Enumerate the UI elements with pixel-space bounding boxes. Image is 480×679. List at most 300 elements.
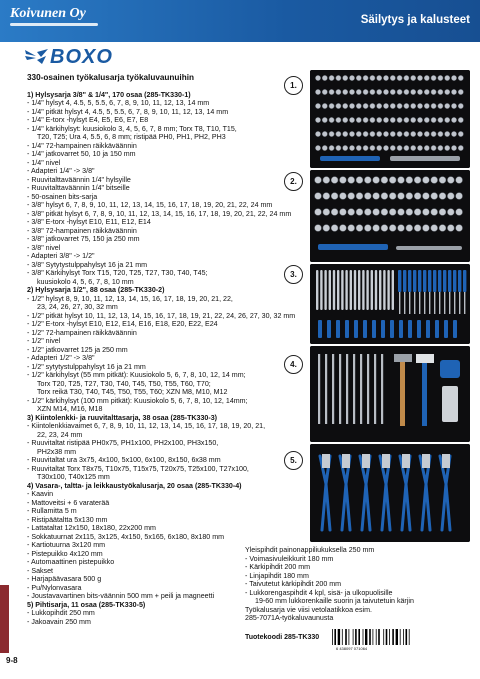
socket-icon <box>340 177 347 184</box>
spec-line: - Lukkorengaspihdit 4 kpl, sisä- ja ulkopuolisille <box>245 588 393 597</box>
wrench-icon <box>329 270 331 310</box>
socket-icon <box>406 177 413 184</box>
side-tab <box>0 585 9 653</box>
socket-icon <box>404 131 409 136</box>
spec-line: - Sakset <box>27 566 54 575</box>
socket-icon <box>315 89 320 94</box>
socket-icon <box>397 145 402 150</box>
socket-icon <box>381 225 388 232</box>
socket-icon <box>373 193 380 200</box>
section-title: Säilytys ja kalusteet <box>360 14 470 26</box>
spec-line: - 1/4" nivel <box>27 158 61 167</box>
socket-icon <box>363 103 368 108</box>
screwdriver-shaft-icon <box>419 292 420 314</box>
socket-icon <box>438 89 443 94</box>
socket-icon <box>363 75 368 80</box>
socket-icon <box>329 75 334 80</box>
spec-line: - Adapteri 3/8" -> 1/2" <box>27 252 95 260</box>
barcode-bar <box>396 629 398 645</box>
barcode-bar <box>373 629 374 645</box>
spec-line: 19-60 mm lukkorenkaille suorin ja taivutetuin kärjin <box>255 597 414 605</box>
socket-icon <box>336 145 341 150</box>
pliers-jaw-icon <box>442 454 450 468</box>
spec-line: - Kärkipihdit 200 mm <box>245 563 311 571</box>
spec-line: - 50-osainen bits-sarja <box>27 192 98 201</box>
spec-line: - Kiintolenkkiavaimet 6, 7, 8, 9, 10, 11, 12, 13, 14, 15, 16, 17, 18, 19, 20, 21, <box>27 422 266 430</box>
spec-list-continued <box>245 546 414 623</box>
barcode-bar <box>369 629 371 645</box>
socket-icon <box>364 193 371 200</box>
wrench-icon <box>333 270 335 310</box>
screwdriver-handle-icon <box>458 270 461 292</box>
socket-icon <box>322 145 327 150</box>
spec-line: Torx T20, T25, T27, T30, T40, T45, T50, T55, T60, T70; <box>37 379 211 388</box>
socket-icon <box>356 209 363 216</box>
spec-line: - 1/2" jatkovarret 125 ja 250 mm <box>27 345 128 354</box>
socket-icon <box>377 145 382 150</box>
socket-icon <box>398 177 405 184</box>
socket-icon <box>398 209 405 216</box>
spec-line: - 1/4" kärkihylsyt: kuusiokolo 3, 4, 5, 6, 7, 8 mm; Torx T8, T10, T15, <box>27 124 237 133</box>
socket-icon <box>456 209 463 216</box>
socket-icon <box>349 145 354 150</box>
screwdriver-shaft-icon <box>404 292 405 314</box>
socket-icon <box>356 177 363 184</box>
socket-icon <box>331 177 338 184</box>
barcode-number: 6 438097 071064 <box>336 646 368 651</box>
screwdriver-shaft-icon <box>439 292 440 314</box>
socket-icon <box>323 225 330 232</box>
spec-line: Työkalusarja vie viisi vetolaatikkoa esim. <box>245 605 372 614</box>
socket-icon <box>397 131 402 136</box>
socket-icon <box>431 145 436 150</box>
socket-icon <box>406 225 413 232</box>
chisel-icon <box>353 354 355 424</box>
screwdriver-handle-icon <box>418 270 421 292</box>
socket-icon <box>411 131 416 136</box>
screwdriver-shaft-icon <box>424 292 425 314</box>
spec-line: - Joustavavartinen bits-väännin 500 mm + peili ja magneetti <box>27 592 215 600</box>
spec-line: - Ruuvitaltat ristipää PH0x75, PH1x100, PH2x100, PH3x150, <box>27 439 219 447</box>
socket-icon <box>451 103 456 108</box>
socket-icon <box>383 75 388 80</box>
socket-icon <box>363 131 368 136</box>
brand-swoosh <box>10 23 98 26</box>
socket-icon <box>381 177 388 184</box>
barcode-bar <box>358 629 360 645</box>
socket-icon <box>389 209 396 216</box>
wrench-icon <box>316 270 318 310</box>
socket-icon <box>377 131 382 136</box>
socket-icon <box>356 117 361 122</box>
wrench-icon <box>371 270 373 310</box>
socket-icon <box>340 209 347 216</box>
socket-icon <box>439 177 446 184</box>
screwdriver-handle-icon <box>408 320 412 338</box>
barcode-bar <box>349 629 350 645</box>
photo-tray-5 <box>310 444 470 542</box>
socket-icon <box>315 103 320 108</box>
socket-icon <box>390 145 395 150</box>
socket-icon <box>451 117 456 122</box>
chisel-icon <box>374 354 376 424</box>
photo-label-2: 2. <box>284 172 303 191</box>
socket-icon <box>370 145 375 150</box>
spec-line: - Adapteri 1/4" -> 3/8" <box>27 167 95 175</box>
socket-icon <box>370 131 375 136</box>
photo-tray-2 <box>310 170 470 262</box>
socket-icon <box>348 177 355 184</box>
barcode-bar <box>353 629 354 645</box>
brand-logo <box>10 6 98 26</box>
spec-line: - Ruuvitalttaväännin 1/4" hylsyille <box>27 175 131 184</box>
socket-icon <box>315 177 322 184</box>
socket-icon <box>438 131 443 136</box>
barcode-bar <box>342 629 343 645</box>
socket-icon <box>343 103 348 108</box>
socket-icon <box>411 145 416 150</box>
socket-icon <box>445 75 450 80</box>
socket-icon <box>456 225 463 232</box>
spec-line: - Taivutetut kärkipihdit 200 mm <box>245 580 342 588</box>
socket-icon <box>390 103 395 108</box>
socket-icon <box>315 117 320 122</box>
screwdriver-handle-icon <box>423 270 426 292</box>
socket-icon <box>315 75 320 80</box>
socket-icon <box>445 89 450 94</box>
wrench-icon <box>345 270 347 310</box>
chisel-icon <box>367 354 369 424</box>
page-number: 9-8 <box>6 656 18 665</box>
photo-label-1: 1. <box>284 76 303 95</box>
barcode-bar <box>345 629 347 645</box>
socket-icon <box>431 103 436 108</box>
socket-icon <box>329 103 334 108</box>
socket-icon <box>377 75 382 80</box>
socket-icon <box>398 225 405 232</box>
header-bar <box>0 0 480 42</box>
socket-icon <box>438 145 443 150</box>
chisel-icon <box>332 354 334 424</box>
socket-icon <box>340 225 347 232</box>
spec-line: - 1/4" E-torx -hylsyt E4, E5, E6, E7, E8 <box>27 116 149 124</box>
spec-line: - 3/8" Kärkihylsyt Torx T15, T20, T25, T27, T30, T40, T45; <box>27 269 208 277</box>
screwdriver-handle-icon <box>336 320 340 338</box>
socket-icon <box>439 209 446 216</box>
socket-icon <box>451 89 456 94</box>
socket-icon <box>397 75 402 80</box>
spec-line: - Voimasivuleikkurit 180 mm <box>245 554 334 563</box>
socket-icon <box>329 89 334 94</box>
socket-icon <box>322 131 327 136</box>
socket-icon <box>363 145 368 150</box>
socket-icon <box>356 193 363 200</box>
wrench-icon <box>362 270 364 310</box>
screwdriver-handle-icon <box>408 270 411 292</box>
spec-line: T20, T25; Ura 4, 5.5, 6, 8 mm; ristipää PH0, PH1, PH2, PH3 <box>37 133 226 141</box>
socket-icon <box>414 193 421 200</box>
spec-line: - Ruuvitaltat Torx T8x75, T10x75, T15x75, T20x75, T25x100, T27x100, <box>27 464 249 473</box>
socket-icon <box>438 75 443 80</box>
spec-line: - 3/8" E-torx -hylsyt E10, E11, E12, E14 <box>27 218 151 226</box>
extension-bar-icon <box>396 246 462 250</box>
socket-icon <box>445 103 450 108</box>
photo-tray-3 <box>310 264 470 344</box>
barcode-bar <box>406 629 408 645</box>
socket-icon <box>336 89 341 94</box>
spec-line: - 3/8" 72-hampainen räikkäväännin <box>27 226 137 235</box>
socket-icon <box>383 89 388 94</box>
barcode <box>330 629 425 647</box>
socket-icon <box>423 193 430 200</box>
socket-icon <box>381 193 388 200</box>
screwdriver-shaft-icon <box>459 292 460 314</box>
spec-line: - Pistepuikko 4x120 mm <box>27 549 103 558</box>
product-description <box>27 74 327 626</box>
screwdriver-handle-icon <box>398 270 401 292</box>
socket-icon <box>356 89 361 94</box>
barcode-bar <box>355 629 357 645</box>
spec-line: - 1/2" pitkät hylsyt 10, 11, 12, 13, 14, 15, 16, 17, 18, 19, 21, 22, 24, 26, 27, 30, 32 mm <box>27 311 296 320</box>
barcode-bar <box>403 629 404 645</box>
socket-icon <box>406 193 413 200</box>
screwdriver-handle-icon <box>448 270 451 292</box>
spec-line: - 3/8" jatkovarret 75, 150 ja 250 mm <box>27 235 140 243</box>
section-heading: 1) Hylsysarja 3/8" & 1/4", 170 osaa (285-TK330-1) <box>27 90 191 99</box>
pliers-jaw-icon <box>382 454 390 468</box>
screwdriver-handle-icon <box>381 320 385 338</box>
socket-icon <box>417 75 422 80</box>
socket-icon <box>397 89 402 94</box>
socket-icon <box>424 89 429 94</box>
socket-icon <box>424 131 429 136</box>
screwdriver-handle-icon <box>438 270 441 292</box>
socket-icon <box>411 117 416 122</box>
spec-line: - Kartiotuurna 3x120 mm <box>27 541 106 549</box>
barcode-bar <box>378 629 380 645</box>
socket-icon <box>329 131 334 136</box>
spec-line: - 1/2" kärkihylsyt (100 mm pitkät): Kuusiokolo 5, 6, 7, 8, 10, 12, 14mm; <box>27 396 248 405</box>
socket-icon <box>315 193 322 200</box>
socket-icon <box>364 225 371 232</box>
socket-icon <box>343 89 348 94</box>
section-heading: 5) Pihtisarja, 11 osaa (285-TK330-5) <box>27 600 146 609</box>
screwdriver-handle-icon <box>435 320 439 338</box>
socket-icon <box>447 225 454 232</box>
socket-icon <box>390 75 395 80</box>
screwdriver-shaft-icon <box>464 292 465 314</box>
product-code: Tuotekoodi 285-TK330 <box>245 634 320 641</box>
mallet-head-icon <box>416 354 434 363</box>
mallet-handle-icon <box>422 356 427 426</box>
socket-icon <box>438 117 443 122</box>
socket-icon <box>458 103 463 108</box>
spec-line: - 3/8" pitkät hylsyt 6, 7, 8, 9, 10, 11, 12, 13, 14, 15, 16, 17, 18, 19, 20, 21, 22, 24 mm <box>27 209 292 218</box>
socket-icon <box>383 145 388 150</box>
socket-icon <box>315 145 320 150</box>
socket-icon <box>315 225 322 232</box>
socket-icon <box>349 117 354 122</box>
wrench-icon <box>320 270 322 310</box>
socket-icon <box>424 103 429 108</box>
socket-icon <box>356 225 363 232</box>
photo-label-3: 3. <box>284 265 303 284</box>
barcode-bar <box>386 629 388 645</box>
screwdriver-handle-icon <box>399 320 403 338</box>
socket-icon <box>439 225 446 232</box>
wrench-icon <box>366 270 368 310</box>
barcode-bar <box>392 629 394 645</box>
socket-icon <box>445 131 450 136</box>
spec-line: - 1/4" hylsyt 4, 4.5, 5, 5.5, 6, 7, 8, 9, 10, 11, 12, 13, 14 mm <box>27 99 210 107</box>
socket-icon <box>398 193 405 200</box>
spec-line: - Jakoavain 250 mm <box>27 617 91 626</box>
spec-line: - 3/8" Sytytystulppahylsyt 16 ja 21 mm <box>27 260 148 269</box>
spec-line: - Rullamitta 5 m <box>27 507 77 515</box>
socket-icon <box>322 103 327 108</box>
spec-line: - 1/2" nivel <box>27 337 61 345</box>
spec-line: - 1/2" sytytystulppahylsyt 16 ja 21 mm <box>27 362 146 371</box>
socket-icon <box>348 209 355 216</box>
wrench-icon <box>375 270 377 310</box>
screwdriver-handle-icon <box>453 320 457 338</box>
barcode-bar <box>409 629 410 645</box>
socket-icon <box>370 89 375 94</box>
socket-icon <box>458 145 463 150</box>
screwdriver-shaft-icon <box>429 292 430 314</box>
socket-icon <box>424 117 429 122</box>
socket-icon <box>370 75 375 80</box>
socket-icon <box>397 117 402 122</box>
socket-icon <box>363 89 368 94</box>
socket-icon <box>315 131 320 136</box>
socket-icon <box>431 193 438 200</box>
socket-icon <box>331 209 338 216</box>
screwdriver-handle-icon <box>318 320 322 338</box>
screwdriver-handle-icon <box>345 320 349 338</box>
socket-icon <box>458 89 463 94</box>
screwdriver-handle-icon <box>354 320 358 338</box>
spec-line: - 1/2" 72-hampainen räikkäväännin <box>27 328 137 337</box>
socket-icon <box>356 103 361 108</box>
photo-tray-4 <box>310 346 470 442</box>
wrench-icon <box>383 270 385 310</box>
socket-icon <box>417 117 422 122</box>
screwdriver-handle-icon <box>372 320 376 338</box>
socket-icon <box>323 209 330 216</box>
pliers-jaw-icon <box>402 454 410 468</box>
socket-icon <box>377 117 382 122</box>
socket-icon <box>411 103 416 108</box>
chisel-icon <box>381 354 383 424</box>
socket-icon <box>349 131 354 136</box>
socket-icon <box>424 145 429 150</box>
ratchet-icon <box>320 156 380 161</box>
socket-icon <box>404 145 409 150</box>
socket-icon <box>343 117 348 122</box>
barcode-bar <box>363 629 364 645</box>
spec-line: 23, 24, 26, 27, 30, 32 mm <box>37 303 118 311</box>
socket-icon <box>377 103 382 108</box>
socket-icon <box>364 177 371 184</box>
socket-icon <box>349 103 354 108</box>
barcode-bar <box>332 629 333 645</box>
screwdriver-shaft-icon <box>414 292 415 314</box>
socket-icon <box>431 209 438 216</box>
socket-icon <box>439 193 446 200</box>
screwdriver-shaft-icon <box>444 292 445 314</box>
socket-icon <box>397 103 402 108</box>
spec-line: - 1/4" pitkät hylsyt 4, 4.5, 5, 5.5, 6, 7, 8, 9, 10, 11, 12, 13, 14 mm <box>27 107 229 116</box>
socket-icon <box>340 193 347 200</box>
socket-icon <box>331 225 338 232</box>
socket-icon <box>323 193 330 200</box>
socket-icon <box>424 75 429 80</box>
photo-label-4: 4. <box>284 355 303 374</box>
socket-icon <box>404 117 409 122</box>
section-heading: 4) Vasara-, taltta- ja leikkaustyökalusarja, 20 osaa (285-TK330-4) <box>27 481 242 490</box>
socket-icon <box>423 177 430 184</box>
wrench-icon <box>392 270 394 310</box>
socket-icon <box>404 103 409 108</box>
barcode-bar <box>338 629 340 645</box>
socket-icon <box>445 117 450 122</box>
socket-icon <box>431 131 436 136</box>
socket-icon <box>373 225 380 232</box>
socket-icon <box>451 75 456 80</box>
barcode-bar <box>334 629 336 645</box>
spec-line: - Ristipäätaltta 5x130 mm <box>27 515 108 524</box>
screwdriver-handle-icon <box>363 320 367 338</box>
socket-icon <box>390 89 395 94</box>
socket-icon <box>370 117 375 122</box>
chisel-icon <box>318 354 320 424</box>
wrench-icon <box>341 270 343 310</box>
spec-line: Torx reikä T30, T40, T45, T50, T55, T60; XZN M8, M10, M12 <box>37 388 228 396</box>
socket-icon <box>315 209 322 216</box>
pliers-jaw-icon <box>342 454 350 468</box>
screwdriver-handle-icon <box>443 270 446 292</box>
socket-icon <box>323 177 330 184</box>
socket-icon <box>377 89 382 94</box>
pliers-jaw-icon <box>322 454 330 468</box>
socket-icon <box>417 89 422 94</box>
barcode-bar <box>383 629 384 645</box>
socket-icon <box>349 89 354 94</box>
pliers-jaw-icon <box>362 454 370 468</box>
socket-icon <box>336 103 341 108</box>
socket-icon <box>390 131 395 136</box>
socket-icon <box>343 131 348 136</box>
spec-line: - Pu/Nylonvasara <box>27 583 82 592</box>
chisel-icon <box>325 354 327 424</box>
spec-line: - Sokkatuurnat 2x115, 3x125, 4x150, 5x165, 6x180, 8x180 mm <box>27 532 225 541</box>
socket-icon <box>447 177 454 184</box>
socket-icon <box>456 177 463 184</box>
spec-line: - Linjapihdit 180 mm <box>245 571 309 580</box>
screwdriver-shaft-icon <box>434 292 435 314</box>
spec-line: PH2x38 mm <box>37 447 77 456</box>
spec-line: 285-7071A-työkaluvaunusta <box>245 614 334 622</box>
spec-line: - 3/8" nivel <box>27 243 61 252</box>
spec-line: - Ruuvitaltat ura 3x75, 4x100, 5x100, 6x100, 8x150, 6x38 mm <box>27 456 221 464</box>
wrench-icon <box>358 270 360 310</box>
socket-icon <box>364 209 371 216</box>
chisel-icon <box>360 354 362 424</box>
socket-icon <box>356 145 361 150</box>
socket-icon <box>458 131 463 136</box>
socket-icon <box>458 75 463 80</box>
